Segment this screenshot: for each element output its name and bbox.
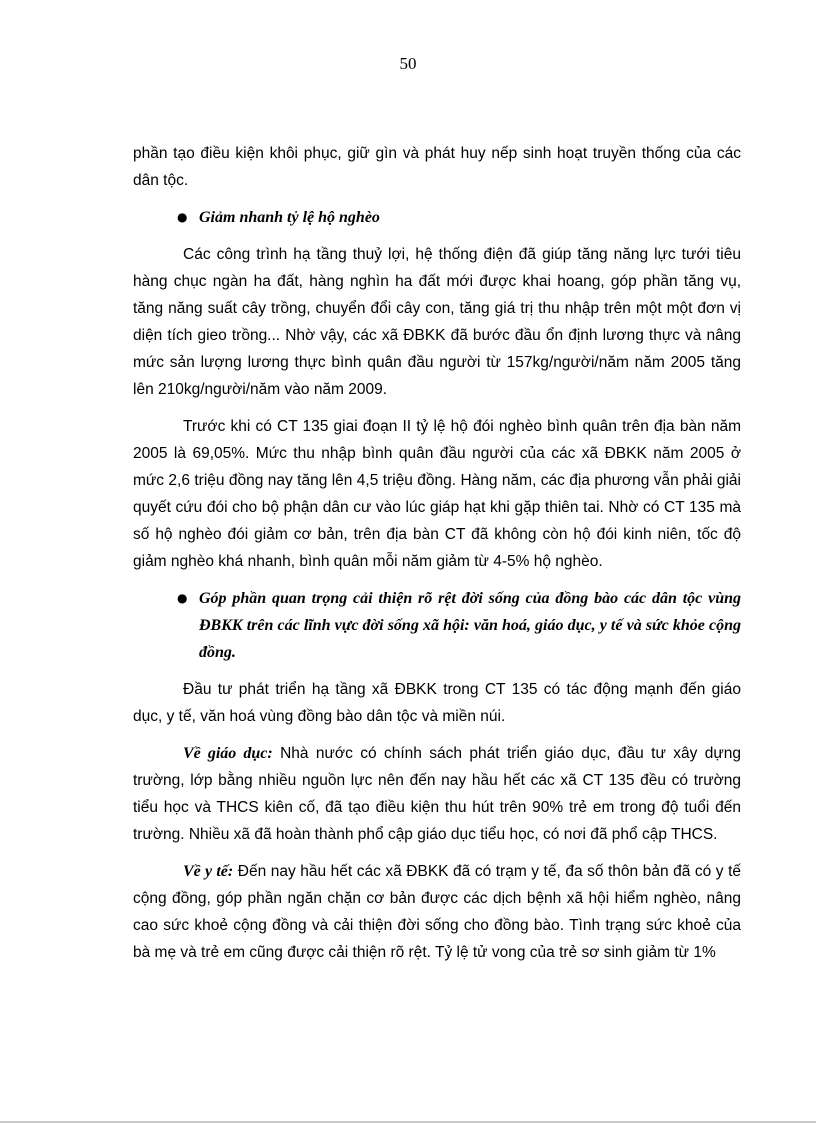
paragraph-education (133, 740, 741, 848)
health-heading: Về y tế: (183, 863, 234, 880)
bullet-heading-living-standards (133, 585, 741, 666)
page-number: 50 (399, 54, 417, 73)
paragraph-before-ct135: Trước khi có CT 135 giai đoạn II tỷ lệ hộ đói nghèo bình quân trên địa bàn năm 2005 là 69,05%. Mức thu nhập bình quân đầu người của các xã ĐBKK năm 2005 ở mức 2,6 triệu đồng nay tăng lên 4,5 triệu đồng. Hàng năm, các địa phương vẫn phải giải quyết cứu đói cho bộ phận dân cư vào lúc giáp hạt khi gặp thiên tai. Nhờ có CT 135 mà số hộ nghèo đói giảm cơ bản, trên địa bàn CT đã không còn hộ đói kinh niên, tốc độ giảm nghèo khá nhanh, bình quân mỗi năm giảm từ 4-5% hộ nghèo. (133, 418, 741, 570)
heading-poverty-reduction: Giảm nhanh tỷ lệ hộ nghèo (199, 209, 380, 226)
bullet-icon: ● (177, 591, 188, 605)
paragraph-continuation: phần tạo điều kiện khôi phục, giữ gìn và phát huy nếp sinh hoạt truyền thống của các dân tộc. (133, 145, 741, 189)
heading-living-standards: Góp phần quan trọng cải thiện rõ rệt đời sống của đồng bào các dân tộc vùng ĐBKK trên các lĩnh vực đời sống xã hội: văn hoá, giáo dục, y tế và sức khỏe cộng đồng. (199, 590, 741, 661)
bullet-heading-poverty (133, 204, 741, 231)
education-text: Nhà nước có chính sách phát triển giáo dục, đầu tư xây dựng trường, lớp bằng nhiều nguồn lực nên đến nay hầu hết các xã CT 135 đều có trường tiểu học và THCS kiên cố, đã tạo điều kiện thu hút trên 90% trẻ em trong độ tuổi đến trường. Nhiều xã đã hoàn thành phổ cập giáo dục tiểu học, có nơi đã phổ cập THCS. (133, 745, 741, 843)
bullet-icon: ● (177, 210, 188, 224)
document-body (133, 140, 741, 976)
paragraph-infrastructure: Các công trình hạ tầng thuỷ lợi, hệ thống điện đã giúp tăng năng lực tưới tiêu hàng chục ngàn ha đất, hàng nghìn ha đất mới được khai hoang, góp phần tăng vụ, tăng năng suất cây trồng, chuyển đổi cây con, tăng giá trị thu nhập trên một một đơn vị diện tích gieo trồng... Nhờ vậy, các xã ĐBKK đã bước đầu ổn định lương thực và nâng mức sản lượng lương thực bình quân đầu người từ 157kg/người/năm năm 2005 tăng lên 210kg/người/năm vào năm 2009. (133, 246, 741, 398)
paragraph-investment: Đầu tư phát triển hạ tầng xã ĐBKK trong CT 135 có tác động mạnh đến giáo dục, y tế, văn hoá vùng đồng bào dân tộc và miền núi. (133, 681, 741, 725)
health-text: Đến nay hầu hết các xã ĐBKK đã có trạm y tế, đa số thôn bản đã có y tế cộng đồng, góp phần ngăn chặn cơ bản được các dịch bệnh xã hội hiểm nghèo, nâng cao sức khoẻ cộng đồng và cải thiện đời sống cho đồng bào. Tình trạng sức khoẻ của bà mẹ và trẻ em cũng được cải thiện rõ rệt. Tỷ lệ tử vong của trẻ sơ sinh giảm từ 1% (133, 863, 742, 961)
paragraph-health (133, 858, 741, 966)
education-heading: Về giáo dục: (183, 745, 273, 762)
